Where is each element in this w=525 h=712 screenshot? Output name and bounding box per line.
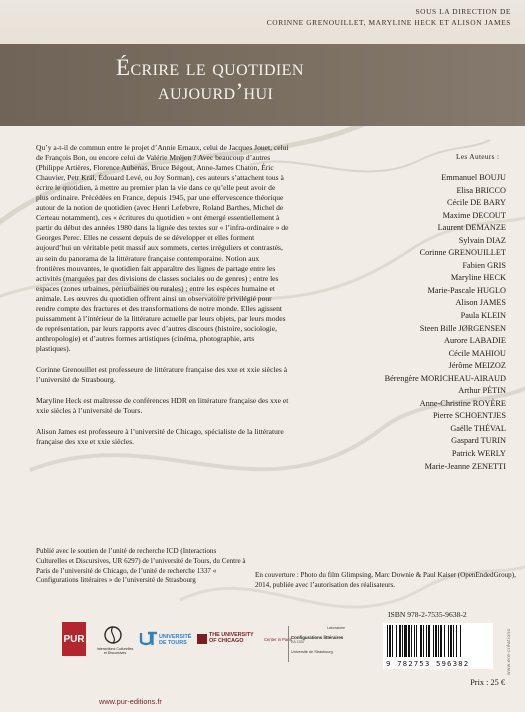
lab-label: Laboratoire <box>326 626 345 630</box>
lab-name: Configurations littéraires <box>291 635 344 640</box>
bio-james: Alison James est professeure à l’université de Chicago, spécialiste de la littérature française des xxe et xxie siècles. <box>36 427 284 447</box>
authors-list <box>385 172 506 473</box>
price: Prix : 25 € <box>470 678 505 687</box>
back-cover-summary <box>36 143 289 447</box>
title-line-2: aujourd’hui <box>158 79 274 104</box>
bio-grenouillet: Corinne Grenouillet est professeure de littérature française des xxe et xxie siècles à l’université de Strasbourg. <box>36 364 288 385</box>
strasbourg-lab-logo <box>288 626 347 662</box>
author-name: Elisa BRICCO <box>456 185 506 195</box>
author-name: Arthur PÉTIN <box>458 386 506 396</box>
author-name: Marie-Jeanne ZENETTI <box>424 461 506 471</box>
barcode-bars-icon <box>383 623 493 659</box>
author-name: Pierre SCHOENTJES <box>432 411 506 421</box>
strasbourg-name: Université de Strasbourg <box>291 650 333 654</box>
editors-credit <box>267 6 511 28</box>
author-name: Emmanuel BOUJU <box>441 173 506 182</box>
chicago-center-text: Center in Paris <box>264 637 292 642</box>
lab-code: EA 1337 <box>291 640 305 644</box>
tours-logo-text: UNIVERSITÉ DE TOURS <box>159 634 192 646</box>
author-name: Gaëlle THÉVAL <box>450 423 506 433</box>
barcode-digits: 9 782753 596382 <box>386 659 470 668</box>
pur-logo-text: PUR <box>63 634 85 645</box>
authors-heading: Les Auteurs : <box>456 152 500 161</box>
publisher-website: www.pur-editions.fr <box>99 697 162 706</box>
author-name: Cécile DE BARY <box>447 198 506 208</box>
chicago-shield-icon <box>197 634 207 644</box>
book-title <box>116 56 304 104</box>
author-name: Laurent DEMANZE <box>437 223 506 233</box>
direction-label: SOUS LA DIRECTION DE <box>415 7 511 16</box>
author-name: Cécile MAHIOU <box>448 348 506 358</box>
author-name: Gaspard TURIN <box>451 436 506 446</box>
author-name: Maxime DECOUT <box>442 210 506 220</box>
tours-logo-icon <box>138 631 158 647</box>
bio-heck: Maryline Heck est maîtresse de conférences HDR en littérature française des xxe et xxie siècles à l’université de Tours. <box>36 396 289 416</box>
author-name: Anne-Christine ROYÈRE <box>419 398 506 408</box>
support-notice: Publié avec le soutien de l’unité de recherche ICD (Interactions Culturelles et Discursives, UR 6297) de l’université de Tours, du Centre à Paris de l’université de Chicago, de l’unité de recherche 1337 « Configurations littéraires » de l’université de Strasbourg <box>36 547 246 585</box>
isbn: ISBN 978-2-7535-9638-2 <box>388 610 467 619</box>
summary-text: Qu’y a-t-il de commun entre le projet d’Annie Ernaux, celui de Jacques Jouet, celui de François Bon, ou encore celui de Valérie Mréjen ? Avec beaucoup d’autres (Philippe Artières, Florence Aubenas, Bruce Bégout, Anne-James Chaton, Éric Chauvier, Petr Král, Édouard Levé, ou Joy Sorman), ces auteurs s’attachent tous à écrire le quotidien, à mettre au premier plan la vie dans ce qu’elle peut avoir de plus ordinaire. Précédées en France, depuis 1945, par une effervescence théorique autour de la notion de quotidien (avec Henri Lefebvre, Roland Barthes, Michel de Certeau notamment), ces « écritures du quotidien » ont émergé essentiellement à partir du début des années 1980 dans la lignée des textes sur « l’infra-ordinaire » de Georges Perec. Elles ne cessent depuis de se développer et elles forment aujourd’hui un véritable petit massif aux sommets, certes irréguliers et contrastés, au sein du panorama de la littérature française contemporaine. Notion aux frontières mouvantes, le quotidien fait apparaître des lignes de partage entre les activités (marquées par des divisions de classes sociales ou de genres) ; entre les espaces (zones urbaines, périurbaines ou rurales) ; entre les espèces humaine et animale. Les œuvres du quotidien offrent ainsi un observatoire privilégié pour rendre compte des fractures et des transformations de notre monde. Elles agissent puissamment à l’intérieur de la littérature actuelle par leurs objets, par leurs modes de représentation, par leurs rapports avec d’autres discours (histoire, sociologie, anthropologie) et d’autres formes artistiques (cinéma, photographie, arts plastiques). <box>36 143 289 353</box>
author-name: Aurore LABADIE <box>444 336 506 346</box>
icd-logo-icon <box>101 624 125 646</box>
icd-logo-text: Interactions Culturelles et Discursives <box>96 647 134 656</box>
author-name: Bérengère MORICHEAU-AIRAUD <box>384 373 506 383</box>
author-name: Fabien GRIS <box>462 260 506 270</box>
cover-credit: En couverture : Photo du film Glimpsing, Marc Downie & Paul Kaiser (OpenEndedGroup), 2014, publiée avec l’autorisation des réalisateurs. <box>255 571 516 589</box>
author-name: Patrick WERLY <box>451 449 506 459</box>
author-name: Sylvain DIAZ <box>458 235 506 245</box>
title-line-1: Écrire le quotidien <box>116 55 304 80</box>
vertical-credit: www.ere-créations <box>507 628 512 675</box>
author-name: Steen Bille JØRGENSEN <box>419 323 506 333</box>
author-name: Paula KLEIN <box>460 311 506 321</box>
chicago-logo-text: THE UNIVERSITY OF CHICAGO <box>209 632 254 645</box>
author-name: Alison JAMES <box>455 298 506 308</box>
author-name: Jérôme MEIZOZ <box>448 361 506 371</box>
author-name: Marie-Pascale HUGLO <box>427 285 506 295</box>
author-name: Maryline HECK <box>450 273 506 283</box>
directors-names: CORINNE GRENOUILLET, MARYLINE HECK ET ALISON JAMES <box>266 18 511 27</box>
author-name: Corinne GRENOUILLET <box>419 248 506 258</box>
